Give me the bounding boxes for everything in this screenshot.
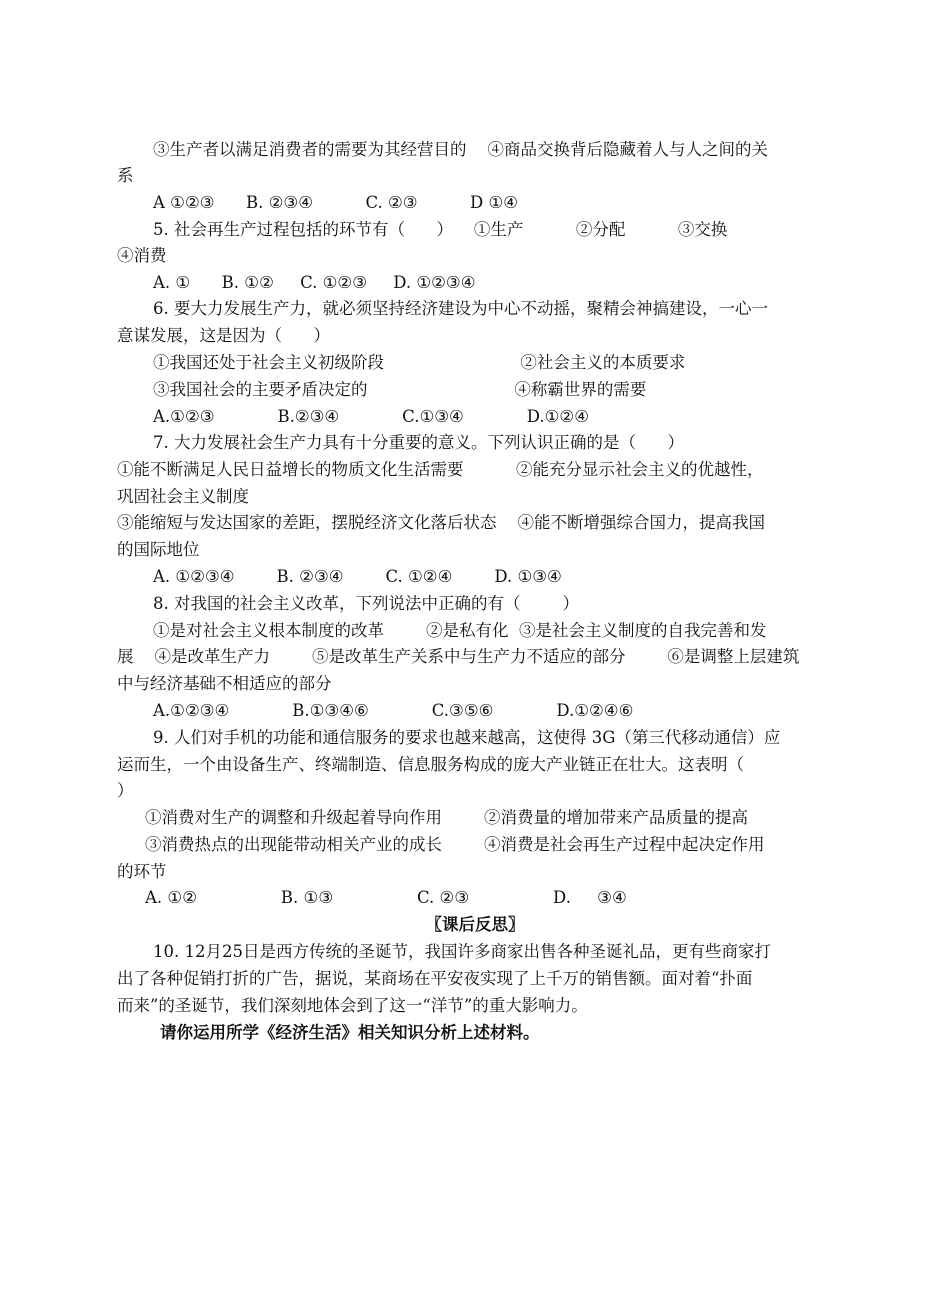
option-line: ③生产者以满足消费者的需要为其经营目的 ④商品交换背后隐藏着人与人之间的关 <box>153 140 768 159</box>
question-text: 出了各种促销打折的广告，据说，某商场在平安夜实现了上千万的销售额。面对着“扑面 <box>117 969 753 988</box>
question-8: 8. 对我国的社会主义改革，下列说法中正确的有（ ） <box>153 594 579 613</box>
option-line: 系 <box>117 166 134 185</box>
answer-choices: A. ① B. ①② C. ①②③ D. ①②③④ <box>153 273 476 292</box>
answer-choices: A.①②③ B.②③④ C.①③④ D.①②④ <box>153 407 590 426</box>
answer-choices: A ①②③ B. ②③④ C. ②③ D ①④ <box>153 193 519 212</box>
option-line: 中与经济基础不相适应的部分 <box>117 674 332 693</box>
option-line: 展 ④是改革生产力 ⑤是改革生产关系中与生产力不适应的部分 ⑥是调整上层建筑 <box>117 647 800 666</box>
option-line: 巩固社会主义制度 <box>117 487 249 506</box>
option-line: ④消费 <box>117 246 167 265</box>
section-heading: 〖课后反思〗 <box>425 915 525 934</box>
option-line: 的环节 <box>117 862 167 881</box>
question-10: 10. 12月25日是西方传统的圣诞节，我国许多商家出售各种圣诞礼品，更有些商家打 <box>153 942 771 961</box>
option-line: ③能缩短与发达国家的差距，摆脱经济文化落后状态 ④能不断增强综合国力，提高我国 <box>117 513 765 532</box>
question-text: 意谋发展，这是因为（ ） <box>117 326 330 345</box>
option-line: ①是对社会主义根本制度的改革 ②是私有化 ③是社会主义制度的自我完善和发 <box>153 621 767 640</box>
option-line: ①我国还处于社会主义初级阶段 ②社会主义的本质要求 <box>153 353 686 372</box>
option-line: ③我国社会的主要矛盾决定的 ④称霸世界的需要 <box>153 380 647 399</box>
question-5: 5. 社会再生产过程包括的环节有（ ） ①生产 ②分配 ③交换 <box>153 220 728 239</box>
question-7: 7. 大力发展社会生产力具有十分重要的意义。下列认识正确的是（ ） <box>153 433 684 452</box>
question-6: 6. 要大力发展生产力，就必须坚持经济建设为中心不动摇，聚精会神搞建设，一心一 <box>153 299 768 318</box>
question-text: 而来”的圣诞节，我们深刻地体会到了这一“洋节”的重大影响力。 <box>117 996 588 1015</box>
option-line: ③消费热点的出现能带动相关产业的成长 ④消费是社会再生产过程中起决定作用 <box>145 835 765 854</box>
question-text: ） <box>117 781 134 800</box>
answer-choices: A.①②③④ B.①③④⑥ C.③⑤⑥ D.①②④⑥ <box>153 701 634 720</box>
question-text: 运而生，一个由设备生产、终端制造、信息服务构成的庞大产业链正在壮大。这表明（ <box>117 755 744 774</box>
question-9: 9. 人们对手机的功能和通信服务的要求也越来越高，这使得 3G（第三代移动通信）应 <box>153 728 781 747</box>
answer-choices: A. ①②③④ B. ②③④ C. ①②④ D. ①③④ <box>153 567 562 586</box>
option-line: ①消费对生产的调整和升级起着导向作用 ②消费量的增加带来产品质量的提高 <box>145 808 748 827</box>
option-line: 的国际地位 <box>117 540 200 559</box>
answer-choices: A. ①② B. ①③ C. ②③ D. ③④ <box>145 888 627 907</box>
instruction: 请你运用所学《经济生活》相关知识分析上述材料。 <box>160 1023 540 1042</box>
option-line: ①能不断满足人民日益增长的物质文化生活需要 ②能充分显示社会主义的优越性， <box>117 460 764 479</box>
